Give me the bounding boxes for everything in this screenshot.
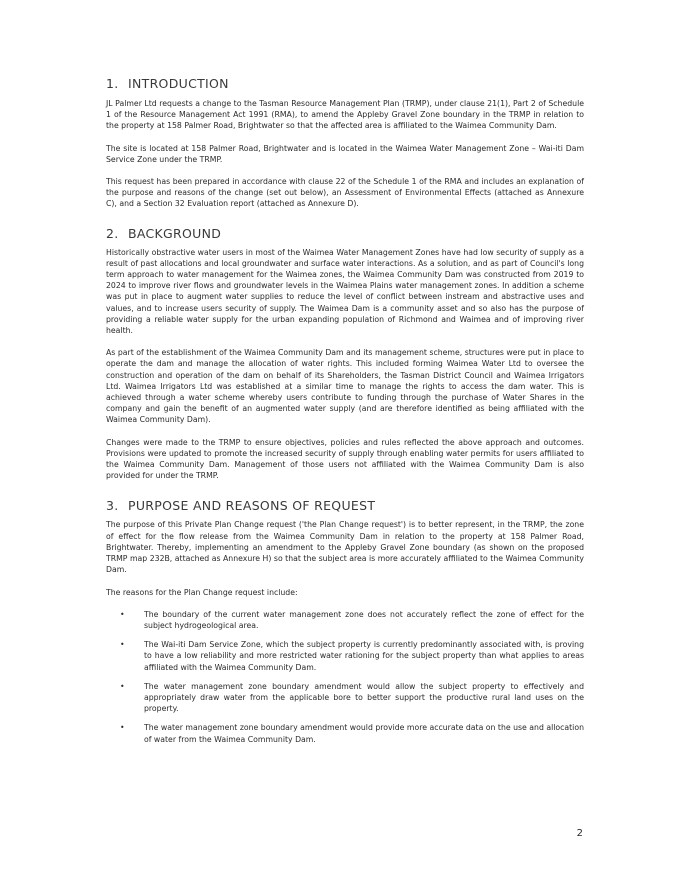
list-item <box>106 722 584 744</box>
paragraph: JL Palmer Ltd requests a change to the Tasman Resource Management Plan (TRMP), under clause 21(1), Part 2 of Schedule 1 of the Resource Management Act 1991 (RMA), to amend the Appleby Gravel Zone boundary in the TRMP in relation to the property at 158 Palmer Road, Brightwater so that the affected area is affiliated to the Waimea Community Dam. <box>106 99 584 131</box>
paragraph: Historically obstractive water users in most of the Waimea Water Management Zones have had low security of supply as a result of past allocations and local groundwater and surface water interactions. As a solution, and as part of Council's long term approach to water management for the Waimea zones, the Waimea Community Dam was constructed from 2019 to 2024 to improve river flows and groundwater levels in the Waimea Plains water management zones. In addition a scheme was put in place to augment water supplies to reduce the level of conflict between instream and abstractive uses and values, and to increase users security of supply. The Waimea Dam is a community asset and so also has the purpose of providing a reliable water supply for the urban expanding population of Richmond and Waimea and of improving river health. <box>106 247 584 336</box>
list-item <box>106 681 584 715</box>
section-number: 2. <box>106 225 119 241</box>
bullet-icon: • <box>120 640 125 650</box>
section-introduction <box>106 76 584 210</box>
paragraph: The purpose of this Private Plan Change request ('the Plan Change request') is to better represent, in the TRMP, the zone of effect for the flow release from the Waimea Community Dam in relation to the property at 158 Palmer Road, Brightwater. Thereby, implementing an amendment to the Appleby Gravel Zone boundary (as shown on the proposed TRMP map 232B, attached as Annexure H) so that the subject area is more accurately affiliated to the Waimea Community Dam. <box>106 520 584 575</box>
section-heading <box>106 498 584 513</box>
list-item-text: The Wai-iti Dam Service Zone, which the subject property is currently predominantly associated with, is proving to have a low reliability and more restricted water rationing for the subject property than what applies to areas affiliated with the Waimea Community Dam. <box>144 640 584 672</box>
paragraph: As part of the establishment of the Waimea Community Dam and its management scheme, structures were put in place to operate the dam and manage the allocation of water rights. This included forming Waimea Water Ltd to oversee the construction and operation of the dam on behalf of its Shareholders, the Tasman District Council and Waimea Irrigators Ltd. Waimea Irrigators Ltd was established at a similar time to manage the rights to access the dam water. This is achieved through a water scheme whereby users contribute to funding through the purchase of Water Shares in the company and gain the benefit of an augmented water supply (and are therefore identified as being affiliated with the Waimea Community Dam). <box>106 348 584 425</box>
list-item <box>106 609 584 631</box>
section-heading <box>106 76 584 91</box>
list-item-text: The water management zone boundary amendment would provide more accurate data on the use and allocation of water from the Waimea Community Dam. <box>144 723 584 744</box>
paragraph: Changes were made to the TRMP to ensure objectives, policies and rules reflected the above approach and outcomes. Provisions were updated to promote the increased security of supply through enabling water permits for users affiliated to the Waimea Community Dam. Management of those users not affiliated with the Waimea Community Dam is also provided for under the TRMP. <box>106 437 584 481</box>
bullet-icon: • <box>120 681 125 691</box>
list-item-text: The water management zone boundary amendment would allow the subject property to effectively and appropriately draw water from the applicable bore to better support the productive rural land uses on the property. <box>144 681 584 714</box>
section-title: BACKGROUND <box>128 225 222 241</box>
section-background <box>106 226 584 482</box>
paragraph: This request has been prepared in accordance with clause 22 of the Schedule 1 of the RMA and includes an explanation of the purpose and reasons of the change (set out below), an Assessment of Environmental Effects (attached as Annexure C), and a Section 32 Evaluation report (attached as Annexure D). <box>106 177 584 209</box>
section-heading <box>106 226 584 241</box>
paragraph: The reasons for the Plan Change request include: <box>106 587 298 597</box>
section-title: INTRODUCTION <box>128 76 229 91</box>
page-number: 2 <box>576 828 583 839</box>
section-purpose-and-reasons <box>106 498 584 744</box>
bullet-icon: • <box>120 723 125 733</box>
list-item-text: The boundary of the current water management zone does not accurately reflect the zone of effect for the subject hydrogeological area. <box>144 609 584 630</box>
section-number: 3. <box>106 498 119 514</box>
section-number: 1. <box>106 76 119 91</box>
reasons-list <box>106 609 584 745</box>
paragraph: The site is located at 158 Palmer Road, Brightwater and is located in the Waimea Water Management Zone – Wai-iti Dam Service Zone under the TRMP. <box>106 143 584 164</box>
section-title: PURPOSE AND REASONS OF REQUEST <box>128 498 376 514</box>
bullet-icon: • <box>120 609 125 619</box>
list-item <box>106 639 584 673</box>
page-content <box>106 76 584 753</box>
